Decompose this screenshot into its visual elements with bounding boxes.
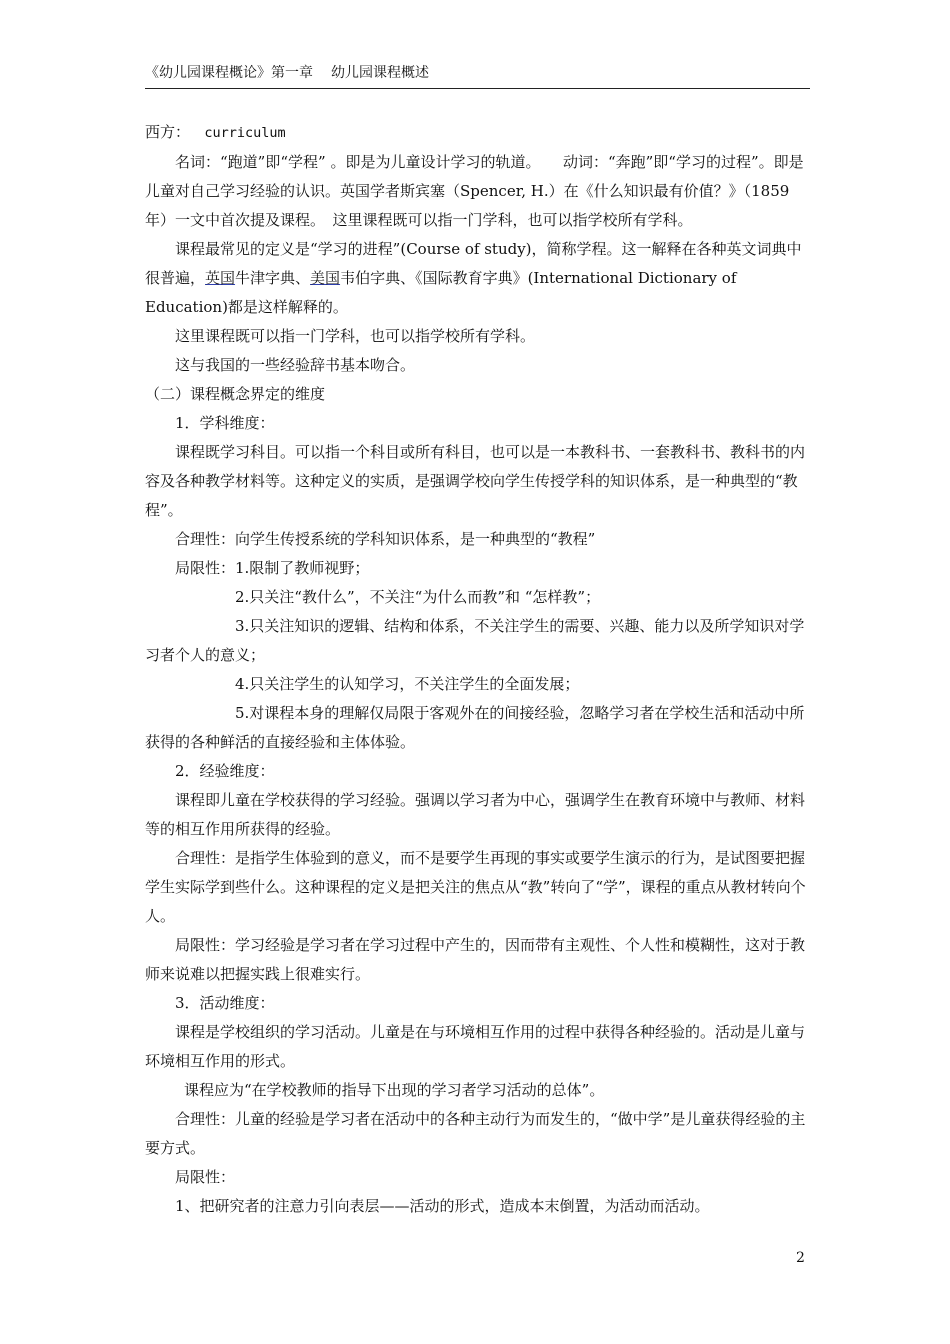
page-number: 2: [796, 1250, 805, 1266]
paragraph-west: [145, 118, 810, 148]
header-chapter-title: 幼儿园课程概述: [331, 65, 429, 81]
paragraph-subject-rationality: 合理性：向学生传授系统的学科知识体系，是一种典型的“教程”: [175, 530, 596, 548]
course-def-text-c: 韦伯字典、《国际教育字典》(International Dictionary of Education)都是这样解释的。: [145, 269, 737, 316]
paragraph-activity-limitation-1: 1、把研究者的注意力引向表层——活动的形式，造成本末倒置，为活动而活动。: [175, 1197, 710, 1215]
paragraph-subject-limitation-3: 3.只关注知识的逻辑、结构和体系，不关注学生的需要、兴趣、能力以及所学知识对学习者个人的意义；: [145, 617, 805, 664]
west-label: 西方：: [145, 123, 191, 141]
subheading-activity-dimension: 3．活动维度：: [175, 994, 275, 1012]
section-heading-dimensions: （二）课程概念界定的维度: [145, 385, 326, 403]
paragraph-noun-verb: 名词：“跑道”即“学程” 。即是为儿童设计学习的轨道。 动词：“奔跑”即“学习的过程”。即是儿童对自己学习经验的认识。英国学者斯宾塞（Spencer, H.）在《什么知识最有价值？》（1859 年）一文中首次提及课程。 这里课程既可以指一门学科，也可以指学校所有学科。: [145, 153, 804, 229]
course-def-text-b: 牛津字典、: [235, 269, 311, 287]
link-usa[interactable]: 美国: [310, 269, 341, 287]
paragraph-activity-limitation-label: 局限性：: [175, 1168, 236, 1186]
page-header: [145, 62, 810, 89]
paragraph-activity-quote: 课程应为“在学校教师的指导下出现的学习者学习活动的总体”。: [184, 1081, 605, 1099]
subheading-experience-dimension: 2．经验维度：: [175, 762, 275, 780]
curriculum-term: curriculum: [204, 125, 286, 141]
paragraph-subject-limitation-2: 2.只关注“教什么”，不关注“为什么而教”和 “怎样教”；: [235, 588, 601, 606]
document-body: [145, 118, 810, 1221]
paragraph-subject-scope: 这里课程既可以指一门学科，也可以指学校所有学科。: [175, 327, 536, 345]
subheading-subject-dimension: 1．学科维度：: [175, 414, 275, 432]
course-def-text-a: 课程最常见的定义是“学习的进程”(Course of study)，简称学程。这一解释在各种英文词典中很普遍，: [145, 240, 802, 287]
paragraph-experience-rationality: 合理性：是指学生体验到的意义，而不是要学生再现的事实或要学生演示的行为，是试图要把握学生实际学到些什么。这种课程的定义是把关注的焦点从“教”转向了“学”，课程的重点从教材转向个人。: [145, 849, 806, 925]
paragraph-experience-limitation: 局限性：学习经验是学习者在学习过程中产生的，因而带有主观性、个人性和模糊性，这对于教师来说难以把握实践上很难实行。: [145, 936, 806, 983]
paragraph-subject-limitation-5: 5.对课程本身的理解仅局限于客观外在的间接经验，忽略学习者在学校生活和活动中所获得的各种鲜活的直接经验和主体体验。: [145, 704, 805, 751]
paragraph-activity-definition: 课程是学校组织的学习活动。儿童是在与环境相互作用的过程中获得各种经验的。活动是儿童与环境相互作用的形式。: [145, 1023, 806, 1070]
paragraph-subject-limitation-4: 4.只关注学生的认知学习，不关注学生的全面发展；: [235, 675, 580, 693]
paragraph-dictionary-match: 这与我国的一些经验辞书基本吻合。: [175, 356, 416, 374]
paragraph-subject-limitation-1: 局限性：1.限制了教师视野；: [175, 559, 370, 577]
paragraph-activity-rationality: 合理性：儿童的经验是学习者在活动中的各种主动行为而发生的，“做中学”是儿童获得经验的主要方式。: [145, 1110, 806, 1157]
header-book-title: 《幼儿园课程概论》第一章: [145, 65, 313, 81]
paragraph-experience-definition: 课程即儿童在学校获得的学习经验。强调以学习者为中心，强调学生在教育环境中与教师、材料等的相互作用所获得的经验。: [145, 791, 806, 838]
link-britain[interactable]: 英国: [205, 269, 236, 287]
paragraph-subject-definition: 课程既学习科目。可以指一个科目或所有科目，也可以是一本教科书、一套教科书、教科书的内容及各种教学材料等。这种定义的实质，是强调学校向学生传授学科的知识体系，是一种典型的“教程”。: [145, 443, 806, 519]
paragraph-course-of-study: [145, 235, 810, 322]
